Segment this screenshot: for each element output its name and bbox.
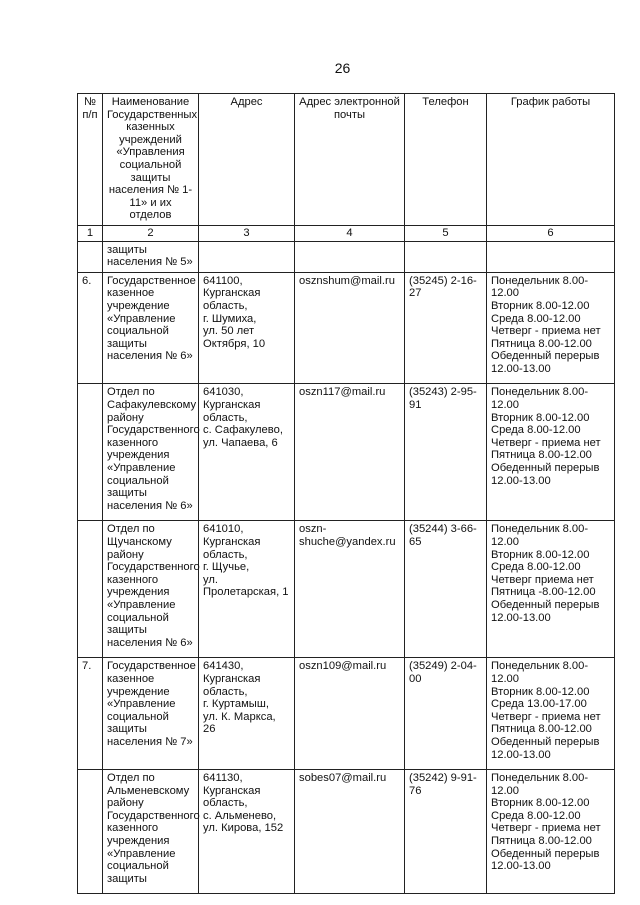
- institution-phone: (35249) 2-04-00: [405, 658, 487, 770]
- institution-email: oszn-shuche@yandex.ru: [295, 521, 405, 658]
- table-row: [78, 272, 615, 384]
- institution-address: 641010, Курганская область, г. Щучье, ул. Пролетарская, 1: [199, 521, 295, 658]
- institution-name: Государственное казенное учреждение «Управление социальной защиты населения № 6»: [103, 272, 199, 384]
- institution-schedule: Понедельник 8.00-12.00 Вторник 8.00-12.00 Среда 8.00-12.00 Четверг - приема нет Пятница 8.00-12.00 Обеденный перерыв 12.00-13.00: [487, 770, 615, 894]
- table-row: [78, 770, 615, 894]
- institution-email: oszn117@mail.ru: [295, 384, 405, 521]
- institution-address: 641430, Курганская область, г. Куртамыш, ул. К. Маркса, 26: [199, 658, 295, 770]
- column-number: 5: [405, 225, 487, 241]
- column-number-row: [78, 225, 615, 241]
- column-number: 1: [78, 225, 103, 241]
- institution-phone: (35245) 2-16-27: [405, 272, 487, 384]
- column-number: 2: [103, 225, 199, 241]
- header-name: Наименование Государственных казенных учреждений «Управления социальной защиты населения № 1-11» и их отделов: [103, 94, 199, 226]
- continuation-text: защиты населения № 5»: [103, 241, 199, 272]
- continuation-row: [78, 241, 615, 272]
- column-number: 6: [487, 225, 615, 241]
- page-number: 26: [334, 60, 351, 76]
- header-email: Адрес электронной почты: [295, 94, 405, 226]
- table-row: [78, 384, 615, 521]
- institution-name: Отдел по Щучанскому району Государственного казенного учреждения «Управление социальной защиты населения № 6»: [103, 521, 199, 658]
- institution-phone: (35244) 3-66-65: [405, 521, 487, 658]
- institution-schedule: Понедельник 8.00-12.00 Вторник 8.00-12.00 Среда 8.00-12.00 Четверг - приема нет Пятница 8.00-12.00 Обеденный перерыв 12.00-13.00: [487, 384, 615, 521]
- table-row: [78, 521, 615, 658]
- institution-phone: (35243) 2-95-91: [405, 384, 487, 521]
- institution-phone: (35242) 9-91-76: [405, 770, 487, 894]
- row-number: [78, 384, 103, 521]
- institution-address: 641130, Курганская область, с. Альменево, ул. Кирова, 152: [199, 770, 295, 894]
- row-number: 7.: [78, 658, 103, 770]
- institution-email: osznshum@mail.ru: [295, 272, 405, 384]
- institution-schedule: Понедельник 8.00-12.00 Вторник 8.00-12.00 Среда 8.00-12.00 Четверг приема нет Пятница -8.00-12.00 Обеденный перерыв 12.00-13.00: [487, 521, 615, 658]
- institution-schedule: Понедельник 8.00-12.00 Вторник 8.00-12.00 Среда 8.00-12.00 Четверг - приема нет Пятница 8.00-12.00 Обеденный перерыв 12.00-13.00: [487, 272, 615, 384]
- table-row: [78, 658, 615, 770]
- institution-email: oszn109@mail.ru: [295, 658, 405, 770]
- row-number: 6.: [78, 272, 103, 384]
- column-number: 3: [199, 225, 295, 241]
- header-address: Адрес: [199, 94, 295, 226]
- row-number: [78, 770, 103, 894]
- institution-address: 641030, Курганская область, с. Сафакулево, ул. Чапаева, 6: [199, 384, 295, 521]
- empty-cell: [199, 241, 295, 272]
- institution-name: Отдел по Сафакулевскому району Государственного казенного учреждения «Управление социальной защиты населения № 6»: [103, 384, 199, 521]
- row-number: [78, 241, 103, 272]
- empty-cell: [405, 241, 487, 272]
- institution-name: Отдел по Альменевскому району Государственного казенного учреждения «Управление социальной защиты: [103, 770, 199, 894]
- empty-cell: [295, 241, 405, 272]
- header-schedule: График работы: [487, 94, 615, 226]
- institution-schedule: Понедельник 8.00-12.00 Вторник 8.00-12.00 Среда 13.00-17.00 Четверг - приема нет Пятница 8.00-12.00 Обеденный перерыв 12.00-13.00: [487, 658, 615, 770]
- empty-cell: [487, 241, 615, 272]
- header-phone: Телефон: [405, 94, 487, 226]
- institution-address: 641100, Курганская область, г. Шумиха, ул. 50 лет Октября, 10: [199, 272, 295, 384]
- table-header-row: [78, 94, 615, 226]
- institutions-table: [77, 93, 615, 894]
- institution-email: sobes07@mail.ru: [295, 770, 405, 894]
- header-number: № п/п: [78, 94, 103, 226]
- institution-name: Государственное казенное учреждение «Управление социальной защиты населения № 7»: [103, 658, 199, 770]
- row-number: [78, 521, 103, 658]
- column-number: 4: [295, 225, 405, 241]
